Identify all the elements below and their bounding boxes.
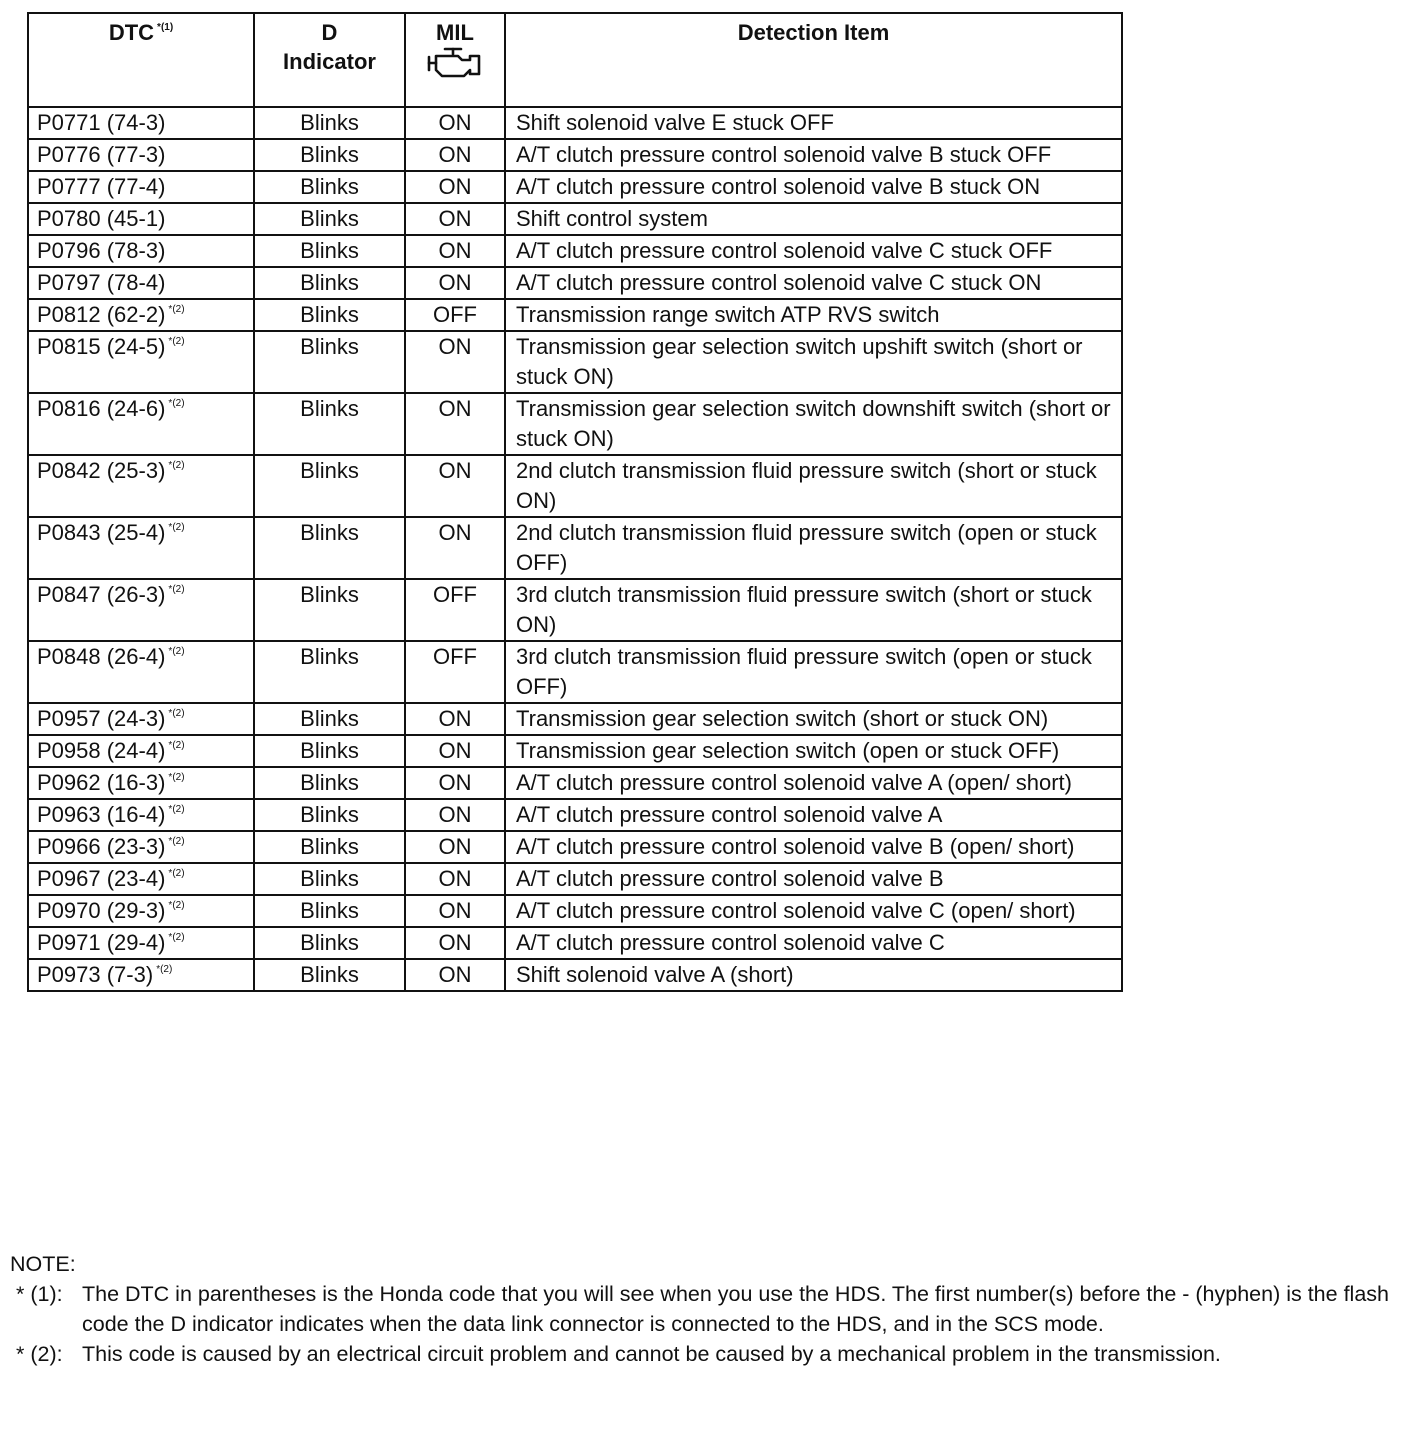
table-row [28, 393, 1122, 455]
dtc-cell [28, 831, 254, 863]
dtc-code: P0848 (26-4) [37, 644, 166, 669]
indicator-cell: Blinks [254, 799, 405, 831]
dtc-code: P0843 (25-4) [37, 520, 166, 545]
dtc-code: P0971 (29-4) [37, 930, 166, 955]
header-dtc [28, 13, 254, 107]
mil-cell: ON [405, 959, 505, 991]
dtc-cell [28, 767, 254, 799]
indicator-cell: Blinks [254, 203, 405, 235]
mil-cell: OFF [405, 641, 505, 703]
header-mil [405, 13, 505, 107]
table-body [28, 107, 1122, 991]
mil-cell: ON [405, 267, 505, 299]
table-row [28, 641, 1122, 703]
detection-cell: A/T clutch pressure control solenoid valve B (open/ short) [505, 831, 1122, 863]
header-indicator-line1: D [321, 20, 338, 45]
table-header [28, 13, 1122, 107]
header-dtc-label: DTC [108, 20, 155, 45]
detection-cell: A/T clutch pressure control solenoid valve C [505, 927, 1122, 959]
dtc-code: P0776 (77-3) [37, 142, 166, 167]
detection-cell: 3rd clutch transmission fluid pressure switch (short or stuck ON) [505, 579, 1122, 641]
detection-cell: Transmission range switch ATP RVS switch [505, 299, 1122, 331]
dtc-footnote-ref: *(2) [168, 836, 185, 847]
table-row [28, 455, 1122, 517]
dtc-table [27, 12, 1123, 992]
mil-cell: ON [405, 767, 505, 799]
indicator-cell: Blinks [254, 959, 405, 991]
table-row [28, 831, 1122, 863]
table-row [28, 107, 1122, 139]
mil-cell: ON [405, 863, 505, 895]
detection-cell: Transmission gear selection switch (open or stuck OFF) [505, 735, 1122, 767]
mil-cell: ON [405, 107, 505, 139]
detection-cell: A/T clutch pressure control solenoid valve B [505, 863, 1122, 895]
dtc-footnote-ref: *(2) [168, 772, 185, 783]
dtc-cell [28, 235, 254, 267]
mil-cell: ON [405, 799, 505, 831]
table-row [28, 331, 1122, 393]
detection-cell: A/T clutch pressure control solenoid valve C (open/ short) [505, 895, 1122, 927]
dtc-footnote-ref: *(2) [168, 398, 185, 409]
table-row [28, 235, 1122, 267]
dtc-footnote-ref: *(2) [168, 708, 185, 719]
dtc-footnote-ref: *(2) [168, 336, 185, 347]
dtc-code: P0958 (24-4) [37, 738, 166, 763]
dtc-footnote-ref: *(2) [168, 900, 185, 911]
header-detection: Detection Item [505, 13, 1122, 107]
dtc-cell [28, 299, 254, 331]
detection-cell: Transmission gear selection switch upshift switch (short or stuck ON) [505, 331, 1122, 393]
dtc-cell [28, 863, 254, 895]
detection-cell: Shift control system [505, 203, 1122, 235]
table-row [28, 799, 1122, 831]
note-text: The DTC in parentheses is the Honda code that you will see when you use the HDS. The first number(s) before the - (hyphen) is the flash code the D indicator indicates when the data link connector is connected to the HDS, and in the SCS mode. [82, 1282, 1389, 1336]
dtc-code: P0962 (16-3) [37, 770, 166, 795]
note-marker: * (1): [16, 1282, 63, 1306]
indicator-cell: Blinks [254, 831, 405, 863]
dtc-footnote-ref: *(2) [156, 964, 173, 975]
dtc-code: P0973 (7-3) [37, 962, 154, 987]
dtc-footnote-ref: *(2) [168, 522, 185, 533]
indicator-cell: Blinks [254, 299, 405, 331]
dtc-cell [28, 393, 254, 455]
detection-cell: Shift solenoid valve E stuck OFF [505, 107, 1122, 139]
indicator-cell: Blinks [254, 267, 405, 299]
detection-cell: A/T clutch pressure control solenoid valve C stuck ON [505, 267, 1122, 299]
dtc-cell [28, 267, 254, 299]
dtc-code: P0777 (77-4) [37, 174, 166, 199]
detection-cell: Shift solenoid valve A (short) [505, 959, 1122, 991]
table-row [28, 959, 1122, 991]
table-row [28, 171, 1122, 203]
mil-cell: ON [405, 927, 505, 959]
detection-cell: 2nd clutch transmission fluid pressure switch (short or stuck ON) [505, 455, 1122, 517]
mil-cell: ON [405, 735, 505, 767]
mil-cell: ON [405, 171, 505, 203]
table-row [28, 735, 1122, 767]
detection-cell: A/T clutch pressure control solenoid valve B stuck ON [505, 171, 1122, 203]
dtc-footnote-ref: *(2) [168, 646, 185, 657]
mil-cell: OFF [405, 579, 505, 641]
note-item-1 [10, 1279, 1390, 1339]
dtc-code: P0812 (62-2) [37, 302, 166, 327]
mil-cell: ON [405, 895, 505, 927]
dtc-footnote-ref: *(2) [168, 584, 185, 595]
dtc-code: P0957 (24-3) [37, 706, 166, 731]
table-row [28, 895, 1122, 927]
dtc-cell [28, 959, 254, 991]
dtc-footnote-ref: *(2) [168, 460, 185, 471]
dtc-footnote-ref: *(2) [168, 804, 185, 815]
dtc-code: P0967 (23-4) [37, 866, 166, 891]
table-row [28, 203, 1122, 235]
indicator-cell: Blinks [254, 171, 405, 203]
header-indicator [254, 13, 405, 107]
dtc-cell [28, 735, 254, 767]
dtc-cell [28, 641, 254, 703]
dtc-cell [28, 455, 254, 517]
dtc-code: P0771 (74-3) [37, 110, 166, 135]
header-mil-label: MIL [436, 20, 474, 45]
dtc-cell [28, 331, 254, 393]
detection-cell: Transmission gear selection switch downshift switch (short or stuck ON) [505, 393, 1122, 455]
indicator-cell: Blinks [254, 579, 405, 641]
dtc-cell [28, 171, 254, 203]
dtc-code: P0847 (26-3) [37, 582, 166, 607]
dtc-cell [28, 927, 254, 959]
dtc-cell [28, 579, 254, 641]
detection-cell: A/T clutch pressure control solenoid valve C stuck OFF [505, 235, 1122, 267]
detection-cell: 3rd clutch transmission fluid pressure switch (open or stuck OFF) [505, 641, 1122, 703]
dtc-footnote-ref: *(2) [168, 304, 185, 315]
note-marker: * (2): [16, 1342, 63, 1366]
mil-cell: ON [405, 203, 505, 235]
detection-cell: A/T clutch pressure control solenoid valve B stuck OFF [505, 139, 1122, 171]
dtc-cell [28, 703, 254, 735]
indicator-cell: Blinks [254, 455, 405, 517]
dtc-code: P0796 (78-3) [37, 238, 166, 263]
indicator-cell: Blinks [254, 517, 405, 579]
detection-cell: Transmission gear selection switch (short or stuck ON) [505, 703, 1122, 735]
table-row [28, 139, 1122, 171]
indicator-cell: Blinks [254, 393, 405, 455]
indicator-cell: Blinks [254, 927, 405, 959]
indicator-cell: Blinks [254, 331, 405, 393]
engine-icon [424, 47, 486, 79]
indicator-cell: Blinks [254, 235, 405, 267]
indicator-cell: Blinks [254, 139, 405, 171]
mil-cell: OFF [405, 299, 505, 331]
note-item-2 [10, 1339, 1390, 1369]
dtc-code: P0970 (29-3) [37, 898, 166, 923]
header-indicator-line2: Indicator [283, 49, 376, 74]
dtc-footnote-ref: *(2) [168, 868, 185, 879]
dtc-footnote-ref: *(2) [168, 740, 185, 751]
dtc-code: P0966 (23-3) [37, 834, 166, 859]
table-row [28, 579, 1122, 641]
dtc-cell [28, 107, 254, 139]
table-row [28, 517, 1122, 579]
mil-cell: ON [405, 393, 505, 455]
mil-cell: ON [405, 517, 505, 579]
indicator-cell: Blinks [254, 863, 405, 895]
indicator-cell: Blinks [254, 641, 405, 703]
mil-cell: ON [405, 139, 505, 171]
mil-cell: ON [405, 331, 505, 393]
table-row [28, 767, 1122, 799]
dtc-cell [28, 799, 254, 831]
notes-section [10, 1249, 1390, 1369]
mil-cell: ON [405, 235, 505, 267]
table-row [28, 267, 1122, 299]
detection-cell: A/T clutch pressure control solenoid valve A (open/ short) [505, 767, 1122, 799]
note-title: NOTE: [10, 1252, 76, 1276]
header-dtc-ref: *(1) [157, 22, 174, 33]
detection-cell: A/T clutch pressure control solenoid valve A [505, 799, 1122, 831]
table-row [28, 927, 1122, 959]
header-row [28, 13, 1122, 107]
indicator-cell: Blinks [254, 735, 405, 767]
dtc-code: P0816 (24-6) [37, 396, 166, 421]
dtc-code: P0780 (45-1) [37, 206, 166, 231]
dtc-code: P0963 (16-4) [37, 802, 166, 827]
dtc-cell [28, 139, 254, 171]
indicator-cell: Blinks [254, 767, 405, 799]
mil-cell: ON [405, 831, 505, 863]
dtc-cell [28, 203, 254, 235]
dtc-code: P0842 (25-3) [37, 458, 166, 483]
indicator-cell: Blinks [254, 107, 405, 139]
table-row [28, 863, 1122, 895]
note-text: This code is caused by an electrical circuit problem and cannot be caused by a mechanical problem in the transmission. [82, 1342, 1221, 1366]
mil-cell: ON [405, 455, 505, 517]
dtc-footnote-ref: *(2) [168, 932, 185, 943]
dtc-code: P0797 (78-4) [37, 270, 166, 295]
dtc-cell [28, 517, 254, 579]
mil-cell: ON [405, 703, 505, 735]
dtc-cell [28, 895, 254, 927]
table-row [28, 703, 1122, 735]
detection-cell: 2nd clutch transmission fluid pressure switch (open or stuck OFF) [505, 517, 1122, 579]
dtc-code: P0815 (24-5) [37, 334, 166, 359]
indicator-cell: Blinks [254, 895, 405, 927]
indicator-cell: Blinks [254, 703, 405, 735]
table-row [28, 299, 1122, 331]
